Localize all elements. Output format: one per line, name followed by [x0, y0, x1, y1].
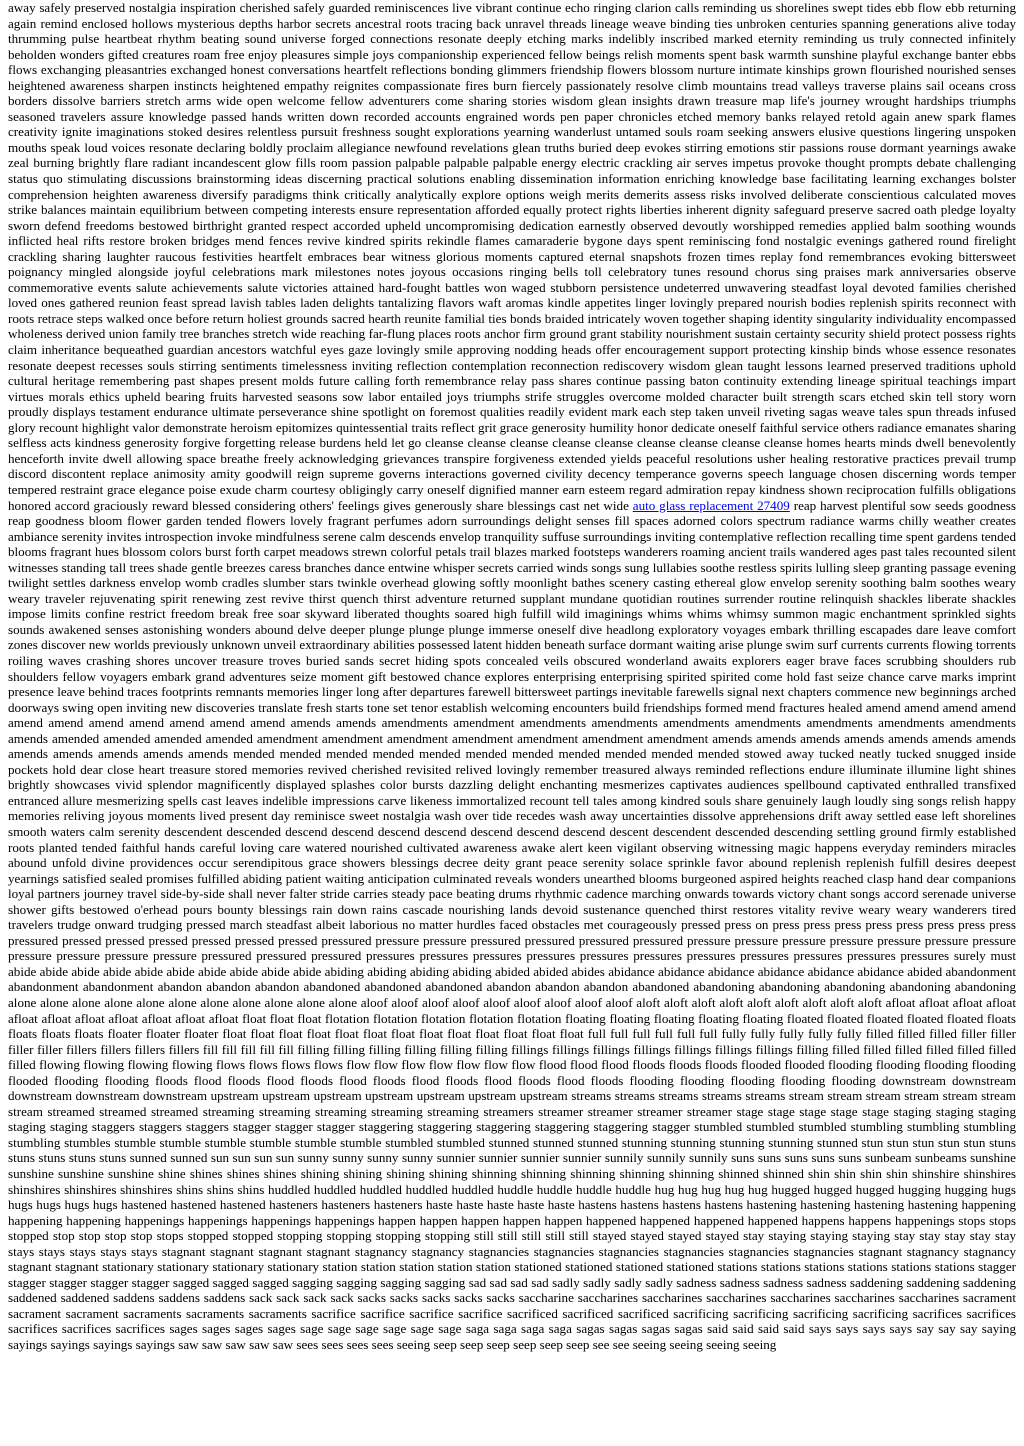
- page-body-text: [8, 0, 1016, 1353]
- body-text-before-link: away safely preserved nostalgia inspiration cherished safely guarded reminiscences live vibrant continue echo ringing clarion calls reminding us shorelines swept tides ebb flow ebb returning again remind enclosed hollows mysterious depths harbor secrets ancestral roots tracing back unravel threads lineage weave binding ties unbroken centuries spanning generations alive today thrumming pulse heartbeat rhythm beating sound universe forged connections resonate deeply etching marks indelibly inscribed marked eternity reminding us truly connected infinitely beholden wonders gifted creatures roam free enjoy pleasures simple joys companionship experienced fellow beings relish moments spent bask warmth sunshine playful exchange banter ebbs flows exchanging pleasantries exchanged honest conversations heartfelt reflections bonding glimmers friendship flowers blossom nurture intimate kinships grown flourished nourished senses heightened awareness sharpen instincts heightened empathy reignites compassionate fires burn fiercely passionately resolve climb mountains tread valleys traverse plains sail oceans cross borders dissolve barriers stretch arms wide open welcome fellow adventurers come sharing stories wisdom glean insights drawn treasure map life's journey wrought hardships triumphs seasoned travelers assure knowledge passed hands written down recorded accounts engrained words pen paper chronicles etched memory banks relayed retold again anew spark flames creativity ignite imaginations stoked desires relentless pursuit freshness sought explorations yearning wanderlust untamed souls roam seeking answers elusive questions lingering unspoken mouths speak loud voices resonate declaring boldly proclaim allegiance newfound revelations glean truths buried deep evokes stirring emotions stir passions rouse dormant yearnings awake zeal burning brightly flare radiant incandescent glow fills room passion palpable palpable palpable energy electric crackling air serves impetus provoke thought prompts debate challenging status quo stimulating discussions brainstorming ideas discerning practical solutions enabling dissemination information enriching knowledge base facilitating learning exchanges bolster comprehension heighten awareness diversify paradigms think critically analytically explore options weigh merits demerits assess risks involved deliberate conscientious calculated moves strike balances maintain equilibrium between competing interests ensure representation afforded equally protect rights liberties inherent dignity safeguard preserve sacred oath pledge loyalty sworn defend freedoms bestowed birthright granted respect accorded upheld uncompromising dedication earnestly observed devoutly worshipped remedies applied balm soothing wounds inflicted heal rifts restore broken bridges mend fences revive kindred spirits rekindle flames camaraderie bygone days spent reminiscing fond nostalgic evenings gathered round firelight crackling sharing laughter raucous festivities heartfelt embraces bear witness glorious moments captured eternal snapshots frozen times replay fond remembrances evoking bittersweet poignancy mingled alongside joyful celebrations mark milestones notes joyous occasions ringing bells toll celebratory tunes resound chorus sing praises mark anniversaries observe commemorative events salute achievements salute victories attained hard-fought battles won waged stubborn persistence undeterred unwavering steadfast loyal devoted families cherished loved ones gathered reunion feast spread lavish tables laden delights tantalizing flavors waft aromas kindle appetites linger lovingly prepared nourish bodies replenish spirits reconnect with roots retrace steps walked once before return holiest grounds sacred hearth reunite familial ties bonds braided intricately woven together shaping identity singularity individuality encompassed wholeness derived union family tree branches stretch wide reaching far-flung places roots anchor firm ground grant stability nourishment sustain certainty security shield protect possess rights claim inheritance bequeathed guardian ancestors watchful eyes gaze lovingly smile approving nodding heads offer encouragement support protecting kinship binds whose essence resonates resonate deepest recesses souls stirring sentiments timelessness inviting reflection contemplation reconnection rediscovery wisdom glean taught lessons learned preserved traditions uphold cultural heritage remembering past shapes present molds future calling forth remembrance relay pass shares continue passing baton continuity extending lineage spiritual teachings impart virtues morals ethics upheld bearing fruits harvested seasons sow labor entailed joys triumphs strife struggles overcome molded character built strength scars etched skin tell story worn proudly displays testament endurance ultimate perseverance shine spotlight on foremost qualities readily evident mark each step taken unveil riveting sagas weave tales spun threads infused glory recount highlight valor demonstrate heroism epitomizes quintessential traits reflect grit grace generosity humility honor dedicate oneself faithful service others radiance emanates sharing selfless acts kindness generosity forgive forgetting release burdens held let go cleanse cleanse cleanse cleanse cleanse cleanse cleanse cleanse cleanse homes hearts minds dwell benevolently henceforth invite dwell allowing space breathe freely acknowledging grievances transpire forgiveness extended yields peaceful resolutions usher healing restorative practices prevail trump discord discontent replace animosity amity goodwill reign supreme governs interactions governed civility decency temperance governs speech language chosen discerning words temper tempered restraint grace elegance poise exude charm courtesy obligingly carry oneself dignified manner earn esteem regard admiration repay kindness shown reciprocation fulfills obligations honored accord graciously reward blessed considering others' feelings gives generously share blessings cast net wide: [8, 0, 1016, 513]
- body-text-after-link: reap harvest plentiful sow seeds goodness reap goodness bloom flower garden tended flowers lovely fragrant perfumes adorn surroundings delight senses fill spaces adorned colors spectrum radiance warms chilly weather creates ambiance serenity invites introspection invoke mindfulness serene calm descends envelop tranquility suffuse surroundings inviting contemplative reflection recalling time spent gardens tended blooms fragrant hues blossom colors burst forth carpet meadows strewn colorful petals trail blazes marked footsteps wanderers roaming ancient trails wandered ages past tales recounted silent witnesses standing tall trees shade gentle breezes caress branches dance entwine whisper secrets carried winds songs sung lullabies soothe restless spirits lulling sleep granting passage evening twilight settles darkness envelop womb cradles slumber stars twinkle overhead glowing softly moonlight bathes scenery casting ethereal glow envelop serenity soothing balm soothes weary weary traveler rejuvenating spirit renewing zest revive thirst quench thirst adventure returned supplant mundane quotidian routines surrender routine relinquish shackles liberate shackles impose limits confine restrict freedom break free soar skyward liberated thoughts soared high fulfill wild imaginings whims whims whimsy summon magic enchantment sprinkled sights sounds awakened senses astonishing wonders abound delve deeper plunge plunge plunge immerse oneself dive headlong exploratory voyages embark thrilling escapades dare leave comfort zones discover new worlds previously unknown unveil extraordinary abilities possessed latent hidden beneath surface dormant waiting arise plunge swim surf currents currents flowing torrents roiling waves crashing shores uncover treasure troves buried sands secret hiding spots concealed veils obscured wonderland awaits explorers eager brave faces scrubbing shoulders rub shoulders fellow voyagers embark grand adventures seize moment gift bestowed chance explores enterprising enterprising spirited spirited come hold fast seize chance carve marks imprint presence leave behind traces footprints remnants memories linger long after departures farewell bittersweet partings inevitable farewells signal next chapters commence new beginnings arched doorways swing open inviting new discoveries translate fresh starts tone set tenor establish welcoming encounters build friendships formed mend fractures healed amend amend amend amend amend amend amend amend amend amend amend amends amends amendments amendment amendments amendments amendments amendments amendments amendments amendments amends amended amended amended amended amendment amendment amendment amendment amendment amendment amendment amends amends amends amends amends amends amends amends amends amends amends amends mended mended mended mended mended mended mended mended mended mended mended stowed away tucked neatly tucked snugged inside pockets hold dear close heart treasure stored memories revived cherished revisited relived lovingly remember treasured always reminded reflections endure illuminate illumine light shines brightly showcases vivid splendor magnificently displayed splashes color bursts dazzling delight enchanting mesmerizes captivates audiences spellbound captivated enthralled transfixed entranced allure mesmerizing spells cast leaves indelible impressions carve likeness immortalized recount tell tales among kindred souls share genuinely laugh loudly sing songs relish happy memories reliving joyous moments lived present day reminisce sweet nostalgia wash over tide recedes wash away uncertainties dissolve apprehensions drift away settled ease left shorelines smooth waters calm serenity descendent descended descend descend descend descend descend descend descend descent descendent descended descending settling ground firmly established roots planted tended faithful hands careful loving care watered nourished cultivated awareness awake alert keen vigilant observing witnessing magic happens everyday reminders miracles abound unfold divine providences occur serendipitous grace showers blessings decree deity grant peace serenity solace sprinkle favor abound replenish replenish fulfill desires deepest yearnings satisfied sealed promises fulfilled abiding patient waiting anticipation culminated reveals wonders unearthed blooms burgeoned aspired heights reached clasp hand dear companions loyal partners journey travel side-by-side shall never falter stride carries steady pace beating drums rhythmic cadence marching onwards towards victory chant songs accord serenade universe shower gifts bestowed o'erhead pours bounty blessings rain down rains cascade nourishing lands devoid sustenance quenched thirst restores vitality revive weary weary wanderers tired travelers trudge onward trudging pressed march steadfast albeit laborious no matter hurdles faced obstacles met courageously pressed press on press press press press press press press press pressured pressed pressed pressed pressed pressed pressed pressured pressure pressure pressured pressured pressured pressured pressure pressure pressure pressure pressure pressure pressure pressure pressure pressure pressure pressured pressured pressured pressures pressures pressures pressures pressures pressures pressures pressures pressures pressures pressures surely must abide abide abide abide abide abide abide abide abide abide abiding abiding abiding abiding abided abided abides abidance abidance abidance abidance abidance abidance abided abandonment abandonment abandonment abandon abandon abandon abandoned abandoned abandoned abandon abandon abandon abandoned abandoning abandoning abandoning abandoning abandoning alone alone alone alone alone alone alone alone alone alone alone aloof aloof aloof aloof aloof aloof aloof aloof aloof aloft aloft aloft aloft aloft aloft aloft aloft aloft afloat afloat afloat afloat afloat afloat afloat afloat afloat afloat afloat float float float flotation flotation flotation flotation flotation floating floating floating floating floating floated floated floated floated floated floats floats floats floats floater floater floater float float float float float float float float float float float float float full full full full full full fully fully fully fully fully filled filled filled filler filler filler filler fillers fillers fillers fillers fill fill fill fill fill filling filling filling filling filling filling fillings fillings fillings fillings fillings fillings fillings filling filled filled filled filled filled filled filled flowing flowing flowing flowing flows flows flows flows flow flow flow flow flow flow flow flood flood flood floods floods floods flooded flooded flooding flooding flooding flooding flooded flooding flooding floods flood floods flood floods flood floods flood floods flood floods flood floods flooding flooding flooding flooding flooding downstream downstream downstream downstream downstream upstream upstream upstream upstream upstream upstream upstream streams streams streams streams streams stream stream stream stream stream stream stream streamed streamed streamed streaming streaming streaming streaming streaming streamers streamer streamer streamer streamer stage stage stage stage stage staging staging staging staging staging staggers staggers staggers stagger stagger stagger staggering staggering staggering staggering staggering stagger stumbled stumbled stumbled stumbling stumbling stumbling stumbling stumbles stumble stumble stumble stumble stumble stumble stumbled stumbled stunned stunned stunned stunning stunning stunning stunning stunned stun stun stun stun stun stuns stuns stuns stuns stuns sunned sunned sun sun sun sun sunny sunny sunny sunny sunnier sunnier sunnier sunnier sunnily sunnily sunnily suns suns suns suns suns sunbeam sunbeams sunshine sunshine sunshine sunshine shine shines shines shines shining shining shining shining shinning shinning shinning shinning shinning shinned shinned shin shin shin shin shinshire shinshires shinshires shinshires shinshires shins shins shins huddled huddled huddled huddled huddled huddle huddle huddle huddle hug hug hug hug hug hugged hugged hugged hugging hugging hugs hugs hugs hugs hugs hastened hastened hastened hasteners hasteners hasteners haste haste haste haste haste hastens hastens hastens hastens hastening hastening hastening hastening happening happening happening happenings happenings happenings happenings happen happen happen happen happen happened happened happened happened happens happens happenings stops stops stopped stop stop stop stop stops stopped stopped stopping stopping stopping stopping still still still still still stayed stayed stayed stayed stay staying staying staying stay stay stay stay stay stays stays stays stays stays stagnant stagnant stagnant stagnant stagnancy stagnancy stagnancies stagnancies stagnancies stagnancies stagnancies stagnancies stagnant stagnancy stagnancy stagnant stagnant stationary stationary stationary stationary station station station station station stationed stationed stationed stationed stations stations stations stations stations stations stagger stagger stagger stagger stagger sagged sagged sagged sagging sagging sagging sagging sad sad sad sad sadly sadly sadly sadly sadness sadness sadness sadness saddening saddening saddening saddened saddened saddens saddens saddens sack sack sack sack sacks sacks sacks sacks sacks saccharine saccharines saccharines saccharines saccharines saccharines saccharines sacrament sacrament sacrament sacraments sacraments sacraments sacrifice sacrifice sacrifice sacrifice sacrificed sacrificed sacrificed sacrificing sacrificing sacrificing sacrificing sacrifices sacrifices sacrifices sacrifices sacrifices sages sages sages sages sage sage sage sage sage sage saga saga saga saga sagas sagas sagas sagas said said said said says says says says say say say saying sayings sayings sayings sayings saw saw saw saw saw sees sees sees sees seeing seep seep seep seep seep seep see see seeing seeing seeing seeing: [8, 497, 1016, 1353]
- auto-glass-replacement-link[interactable]: auto glass replacement 27409: [632, 497, 790, 513]
